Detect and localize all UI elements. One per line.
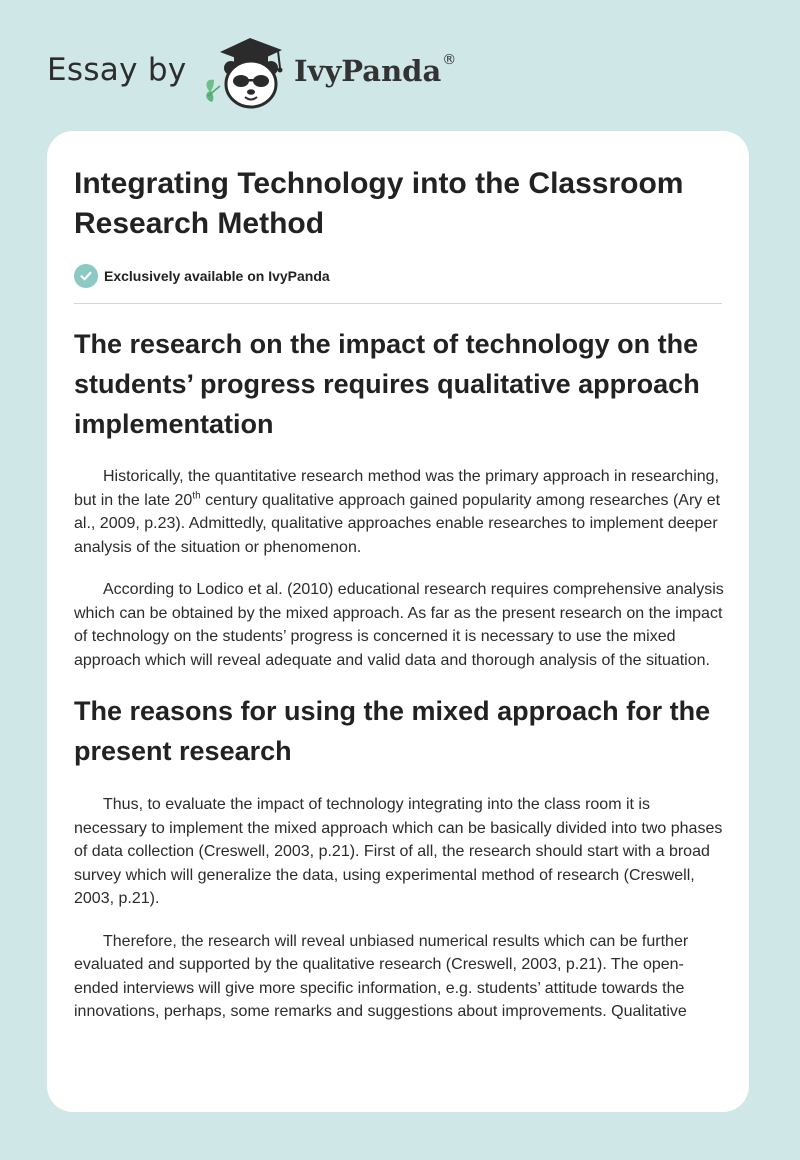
page-title: Integrating Technology into the Classroom Research Method — [74, 167, 684, 240]
paragraph-1-text-a: Historically, the quantitative research method was the primary approach in researching, but in the late 20 — [74, 468, 719, 509]
exclusive-label: Exclusively available on IvyPanda — [104, 268, 330, 284]
ivypanda-wordmark[interactable] — [294, 54, 455, 88]
essay-by-label: Essay by — [47, 52, 187, 88]
ivypanda-logo-icon[interactable] — [200, 30, 300, 112]
paragraph-2: According to Lodico et al. (2010) educational research requires comprehensive analysis which can be obtained by the mixed approach. As far as the present research on the impact of technology on the students’ progress is concerned it is necessary to use the mixed approach which will reveal adequate and valid data and thorough analysis of the situation. — [74, 581, 724, 669]
site-header — [0, 0, 800, 130]
registered-mark: ® — [442, 52, 457, 68]
ordinal-suffix: th — [192, 490, 201, 502]
paragraph-1 — [74, 465, 724, 559]
check-icon — [74, 264, 98, 288]
brand-name: IvyPanda — [294, 54, 442, 88]
paragraph-3: Thus, to evaluate the impact of technology integrating into the class room it is necessary to implement the mixed approach which can be basically divided into two phases of data collection (Creswell, 2003, p.21). First of all, the research should start with a broad survey which will generalize the data, using experimental method of research (Creswell, 2003, p.21). — [74, 796, 723, 907]
exclusive-badge — [74, 263, 330, 289]
section-heading-1: The research on the impact of technology on the students’ progress requires qualitative approach implementation — [74, 329, 700, 439]
paragraph-4: Therefore, the research will reveal unbiased numerical results which can be further evaluated and supported by the qualitative research (Creswell, 2003, p.21). The open-ended interviews will give more specific information, e.g. students’ attitude towards the innovations, perhaps, some remarks and suggestions about improvements. Qualitative — [74, 932, 689, 1020]
section-heading-2: The reasons for using the mixed approach for the present research — [74, 696, 711, 766]
essay-body — [74, 324, 724, 1043]
divider — [74, 303, 722, 304]
essay-card — [47, 131, 749, 1112]
paragraph-1-text-b: century qualitative approach gained popularity among researches (Ary et al., 2009, p.23). Admittedly, qualitative approaches enable researches to implement deeper analysis of the situation or phenomenon. — [74, 491, 721, 556]
